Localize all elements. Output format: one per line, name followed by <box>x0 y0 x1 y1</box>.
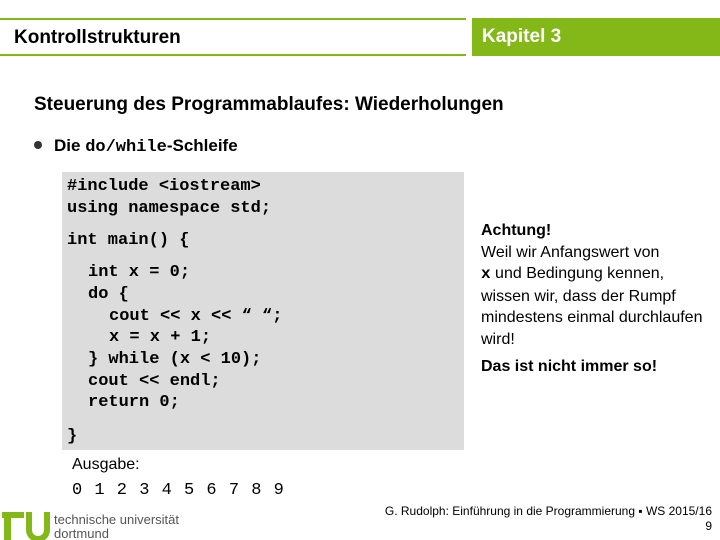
output-label: Ausgabe: <box>72 456 140 473</box>
code-line: x = x + 1; <box>109 328 212 347</box>
footer-credit-text: G. Rudolph: Einführung in die Programmierung ▪ WS 2015/16 <box>384 504 712 518</box>
bullet-item <box>34 136 238 157</box>
code-line: int main() { <box>67 231 190 250</box>
slide-heading: Steuerung des Programmablaufes: Wiederholungen <box>34 94 504 115</box>
header-chapter-bar <box>472 18 720 56</box>
header-title-bar <box>0 18 466 56</box>
tu-dortmund-logo <box>2 504 202 540</box>
code-line: cout << endl; <box>88 372 221 391</box>
bullet-dot-icon <box>34 141 42 149</box>
note-title: Achtung! <box>481 222 552 239</box>
code-block <box>62 172 464 450</box>
note-variable: x <box>481 265 491 283</box>
code-line: do { <box>88 285 129 304</box>
code-line: } <box>67 427 78 446</box>
logo-text-line1: technische universität <box>54 512 180 527</box>
code-line: #include <iostream> <box>67 177 261 196</box>
header-chapter: Kapitel 3 <box>482 26 562 47</box>
code-line: return 0; <box>88 393 180 412</box>
header-title: Kontrollstrukturen <box>14 27 181 48</box>
note-box <box>481 220 711 350</box>
code-line: using namespace std; <box>67 199 272 218</box>
bullet-suffix: -Schleife <box>166 136 238 155</box>
footer-credit <box>385 504 712 534</box>
code-line: } while (x < 10); <box>88 350 262 369</box>
code-line: cout << x << “ “; <box>109 307 283 326</box>
code-line: int x = 0; <box>88 263 191 282</box>
footer <box>0 500 720 540</box>
note-warning: Das ist nicht immer so! <box>481 358 658 375</box>
output-values: 0 1 2 3 4 5 6 7 8 9 <box>72 481 284 500</box>
note-line2: und Bedingung kennen, wissen wir, dass der Rumpf mindestens einmal durchlaufen wird! <box>481 265 703 348</box>
note-line1: Weil wir Anfangswert von <box>481 243 660 261</box>
bullet-prefix: Die <box>54 136 86 155</box>
logo-text-line2: dortmund <box>54 526 109 540</box>
page-number: 9 <box>705 519 712 533</box>
bullet-code: do/while <box>85 138 167 157</box>
